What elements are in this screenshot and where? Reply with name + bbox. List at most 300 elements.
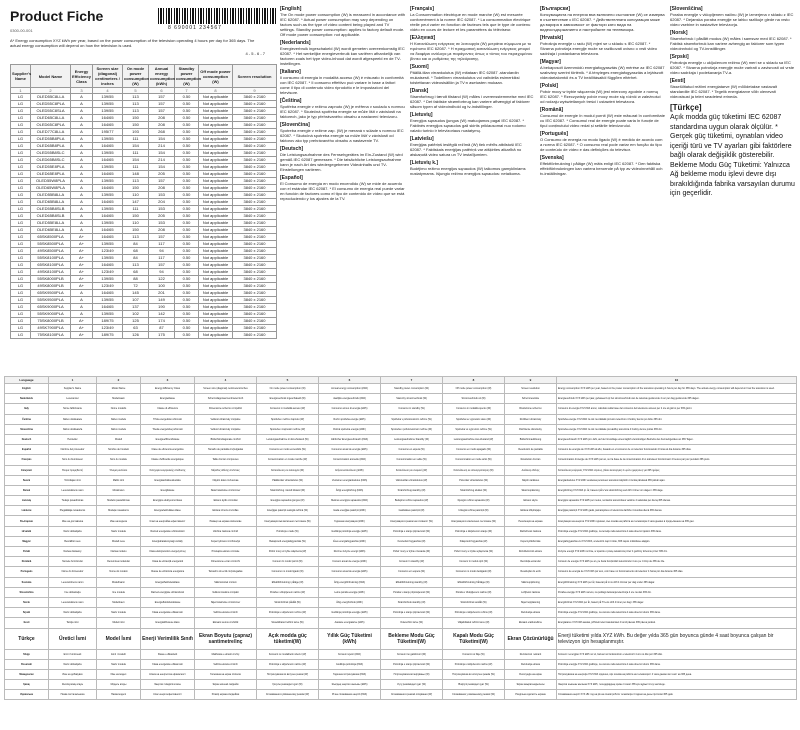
table-cell: Energiklasse bbox=[141, 485, 195, 495]
language-text: Il consumo di energia in modalità acceso (W) è misurato in conformità con IEC 62087. * Il consumo effettivo può variare in base a fattori come il tipo di contenuto video riprodotto e le impostazioni del televisore. bbox=[280, 75, 404, 95]
table-cell: Nom du fournisseur bbox=[49, 455, 97, 465]
table-cell: Nombre del proveedor bbox=[49, 445, 97, 455]
language-block bbox=[540, 155, 665, 176]
table-cell: Роздільна здатність екрана bbox=[505, 690, 557, 700]
table-cell: Letna poraba energije (kWh) bbox=[319, 587, 381, 597]
table-row bbox=[5, 669, 797, 679]
language-text: Die Leistungsaufnahme des Fernsehgerätes im Ein-Zustand (W) wird gemäß IEC 62087 gemessen. * Die tatsächliche Leistungsaufnahme kann je nach Art des wiedergegebenen Videoinhalts und TV-Einstellungen variieren. bbox=[280, 152, 403, 172]
table-cell: 139/55 bbox=[93, 101, 123, 108]
table-cell: LG bbox=[11, 276, 31, 283]
language-block bbox=[540, 107, 665, 128]
table-cell: 111 bbox=[123, 150, 149, 157]
multilingual-header-cell: 4 bbox=[195, 377, 257, 384]
table-cell: 0.50 bbox=[175, 185, 199, 192]
table-cell: 164/65 bbox=[93, 185, 123, 192]
language-block bbox=[410, 88, 535, 109]
table-cell: Not applicable bbox=[199, 122, 233, 129]
table-cell: Készenléti fogyasztás (W) bbox=[381, 536, 443, 546]
table-cell: Modeļa nosaukums bbox=[97, 506, 141, 516]
table-row bbox=[11, 185, 277, 192]
table-cell: OLED65B8SLC bbox=[31, 157, 71, 164]
table-row bbox=[11, 318, 277, 325]
table-cell: Naziv modela bbox=[97, 526, 141, 536]
table-row bbox=[5, 659, 797, 669]
table-cell: 123/49 bbox=[93, 248, 123, 255]
table-cell: 150 bbox=[123, 227, 149, 234]
table-cell: LG bbox=[11, 129, 31, 136]
language-heading: [Polski] bbox=[540, 83, 559, 89]
fiche-column-number: 8 bbox=[199, 88, 233, 94]
language-name: Nederlands bbox=[5, 394, 49, 404]
table-cell: 113 bbox=[123, 101, 149, 108]
table-cell: Potrošnja u isključenom stanju (W) bbox=[443, 526, 505, 536]
energy-note: Konsumi i energjisë XYZ kWh në vit, bazuar në funksionimin e televizorit 4 orë në ditë për 365 ditë. bbox=[557, 649, 797, 659]
language-name: Hrvatski bbox=[5, 526, 49, 536]
table-cell: Not applicable bbox=[199, 94, 233, 101]
table-row bbox=[5, 434, 797, 444]
table-cell: Näytön tarkkuus bbox=[505, 475, 557, 485]
table-cell: 164/65 bbox=[93, 227, 123, 234]
table-cell: Nome fabbricante bbox=[49, 404, 97, 414]
fiche-column-header: Screen size (diagonal) centimeters / inches bbox=[93, 65, 123, 88]
table-cell: A bbox=[71, 304, 93, 311]
table-cell: A bbox=[71, 311, 93, 318]
table-cell: Nome do fornecedor bbox=[49, 567, 97, 577]
energy-note: Potrošnja energije XYZ kWh godišnje, na temelju rada televizora 4 sata dnevno tijekom 365 dana. bbox=[557, 526, 797, 536]
language-text: A bekapcsolt üzemmódú energiafogyasztás (W) mérése az IEC 62087 szabvány szerint történik. * A tényleges energiafogyasztás a lejátszott videotartalomtól és a TV beállításaitól függően eltérhet. bbox=[540, 65, 665, 80]
table-cell: 3840 x 2160 bbox=[233, 220, 277, 227]
language-name: Srpski bbox=[5, 608, 49, 618]
table-cell: 164/65 bbox=[93, 171, 123, 178]
table-cell: Gaidstāves patēriņš (W) bbox=[381, 506, 443, 516]
table-cell: Not applicable bbox=[199, 332, 233, 339]
table-cell: Naziv dobavljača bbox=[49, 526, 97, 536]
table-cell: Not applicable bbox=[199, 192, 233, 199]
table-cell: OLED55B8PLA bbox=[31, 136, 71, 143]
table-cell: Clasa de eficiență energetică bbox=[141, 557, 195, 567]
table-row bbox=[11, 115, 277, 122]
table-row bbox=[5, 547, 797, 557]
table-cell: Tamanho do ecrã cm/polegadas bbox=[195, 567, 257, 577]
table-cell: Stroomverbruik uit (W) bbox=[443, 394, 505, 404]
table-row bbox=[5, 445, 797, 455]
energy-note: Poraba energije XYZ kWh na leto, na podlagi delovanja televizorja 4 ure na dan 365 dni. bbox=[557, 587, 797, 597]
language-text: Potrošnja energije u radu (W) mjeri se u skladu s IEC 62087. * Stvarna potrošnja energije može se razlikovati ovisno o vrsti video sadržaja i postavkama televizora. bbox=[540, 41, 657, 56]
fiche-table bbox=[10, 64, 277, 339]
language-block bbox=[540, 59, 665, 80]
table-cell: 154 bbox=[123, 157, 149, 164]
table-cell: Споживання в режимі очікування (W) bbox=[381, 690, 443, 700]
language-heading: [Português] bbox=[540, 131, 569, 137]
language-text: Sisselülitatud režiimi energiatarve (W) mõõdetakse vastavalt standardile IEC 62087. * Tegelik energiatarve võib olenevalt videosisust ja teleri seadetest erineda. bbox=[670, 84, 777, 99]
table-cell: 0.50 bbox=[175, 129, 199, 136]
table-cell: 0.50 bbox=[175, 311, 199, 318]
table-cell: Razred energijske učinkovitosti bbox=[141, 587, 195, 597]
table-row bbox=[11, 283, 277, 290]
table-cell: 3840 x 2160 bbox=[233, 248, 277, 255]
table-cell: 3840 x 2160 bbox=[233, 227, 277, 234]
table-cell: Nazwa dostawcy bbox=[49, 547, 97, 557]
table-cell: LG bbox=[11, 269, 31, 276]
table-cell: Képernyőméret cm/hüvelyk bbox=[195, 536, 257, 546]
table-cell: LG bbox=[11, 290, 31, 297]
table-cell: 3840 x 2160 bbox=[233, 178, 277, 185]
language-name: Română bbox=[5, 557, 49, 567]
table-cell: 3840 x 2160 bbox=[233, 283, 277, 290]
table-cell: Ekraani suurus cm/tollid bbox=[195, 618, 257, 628]
language-block bbox=[410, 35, 535, 61]
table-cell: Modelnavn bbox=[97, 485, 141, 495]
table-cell: Leistungsaufnahme im Ein-Zustand (W) bbox=[257, 434, 319, 444]
table-cell: 157 bbox=[149, 101, 175, 108]
table-cell: Hersteller bbox=[49, 434, 97, 444]
table-cell: 100 bbox=[149, 283, 175, 290]
table-cell: 139/55 bbox=[93, 178, 123, 185]
table-cell: Consumo annuo di energia (kWh) bbox=[319, 404, 381, 414]
table-cell: Spotřeba v pohotovostním režimu (W) bbox=[381, 414, 443, 424]
table-cell: 3840 x 2160 bbox=[233, 304, 277, 311]
table-cell: 0.50 bbox=[175, 325, 199, 332]
language-name: Deutsch bbox=[5, 434, 49, 444]
table-cell: Beszállító neve bbox=[49, 536, 97, 546]
table-row bbox=[11, 262, 277, 269]
table-cell: Consumo en modo encendido (W) bbox=[257, 445, 319, 455]
table-row bbox=[11, 101, 277, 108]
table-cell: 123/49 bbox=[93, 283, 123, 290]
table-cell: Not applicable bbox=[199, 304, 233, 311]
table-cell: 164/65 bbox=[93, 304, 123, 311]
table-cell: 3840 x 2160 bbox=[233, 290, 277, 297]
table-cell: A bbox=[71, 206, 93, 213]
table-cell: 164/65 bbox=[93, 213, 123, 220]
table-cell: 126 bbox=[123, 332, 149, 339]
language-text: Poraba energije v vklopljenem načinu (W) je izmerjena v skladu z IEC 62087. * Dejanska poraba energije se lahko razlikuje glede na vrsto video vsebine in nastavitve televizorja. bbox=[670, 12, 794, 27]
table-cell: 72 bbox=[123, 283, 149, 290]
table-cell: A+ bbox=[71, 255, 93, 262]
table-cell: Strømforbruk standby (W) bbox=[381, 597, 443, 607]
table-cell: Budėjimo režimo sąnaudos (W) bbox=[381, 496, 443, 506]
table-cell: Energieverbruik ingeschakeld (W) bbox=[257, 394, 319, 404]
table-cell: Üretici İsmi bbox=[49, 628, 97, 649]
language-heading: [Latviešu] bbox=[410, 136, 434, 142]
table-cell: 55SK8500PLA bbox=[31, 241, 71, 248]
energy-note: Consum de energie XYZ kWh pe an, pe baza funcționării televizorului 4 ore pe zi timp de 365 de zile. bbox=[557, 557, 797, 567]
table-cell: Консумация в режим на готовност (W) bbox=[381, 516, 443, 526]
table-cell: Sisselülitatud režiimi tarve (W) bbox=[257, 618, 319, 628]
table-cell: 75SK8000PLB bbox=[31, 318, 71, 325]
table-cell: Not applicable bbox=[199, 206, 233, 213]
table-cell: Not applicable bbox=[199, 171, 233, 178]
table-row bbox=[5, 404, 797, 414]
table-row bbox=[11, 220, 277, 227]
table-cell: 208 bbox=[149, 227, 175, 234]
language-heading: [Nederlands] bbox=[280, 40, 311, 46]
table-cell: 0.50 bbox=[175, 199, 199, 206]
table-cell: 3840 x 2160 bbox=[233, 122, 277, 129]
table-cell: Off mode power consumption (W) bbox=[443, 384, 505, 394]
table-cell: Not applicable bbox=[199, 115, 233, 122]
table-cell: Poraba v vklopljenem načinu (W) bbox=[257, 587, 319, 597]
language-name: Қазақ bbox=[5, 680, 49, 690]
multilingual-table bbox=[4, 376, 797, 700]
table-cell: On mode power consumption (W) bbox=[257, 384, 319, 394]
table-cell: Naziv modela bbox=[97, 659, 141, 669]
table-row bbox=[11, 304, 277, 311]
table-cell: Modellnavn bbox=[97, 597, 141, 607]
table-cell: 3840 x 2160 bbox=[233, 318, 277, 325]
energy-note: Potrošnja energije XYZ kWh godišnje, na osnovu rada televizora 4 sata dnevno tokom 365 dana. bbox=[557, 608, 797, 618]
table-cell: Årligt energiforbrug (kWh) bbox=[319, 485, 381, 495]
table-cell: LG bbox=[11, 304, 31, 311]
table-cell: Pobór mocy w trybie wyłączenia (W) bbox=[443, 547, 505, 557]
table-cell: 175 bbox=[149, 332, 175, 339]
table-cell: 139/55 bbox=[93, 192, 123, 199]
table-cell: OLED65E8PLA bbox=[31, 171, 71, 178]
language-text: Pobór mocy w trybie włączenia (W) jest mierzony zgodnie z normą IEC 62087. * Rzeczywisty pobór mocy może się różnić w zależności od rodzaju wyświetlanych treści i ustawień telewizora. bbox=[540, 89, 661, 104]
table-cell: LG bbox=[11, 136, 31, 143]
energy-note: Консумация на енергия XYZ kWh годишно, въз основа на работа на телевизора 4 часа дневно в продължение на 365 дни. bbox=[557, 516, 797, 526]
table-cell: Όνομα προμηθευτή bbox=[49, 465, 97, 475]
multilingual-header-row bbox=[5, 377, 797, 384]
language-heading: [Svenska] bbox=[540, 155, 564, 161]
table-cell: 3840 x 2160 bbox=[233, 297, 277, 304]
table-cell: OLED65W8PLA bbox=[31, 185, 71, 192]
language-heading: [Hrvatski] bbox=[540, 35, 564, 41]
table-row bbox=[11, 255, 277, 262]
table-cell: Ločljivost zaslona bbox=[505, 587, 557, 597]
table-cell: Клас на енергийна ефективност bbox=[141, 516, 195, 526]
table-cell: 113 bbox=[123, 178, 149, 185]
table-cell: Όνομα μοντέλου bbox=[97, 465, 141, 475]
table-cell: 0.50 bbox=[175, 297, 199, 304]
table-cell: 154 bbox=[123, 143, 149, 150]
table-cell: OLED65B8PLA bbox=[31, 143, 71, 150]
table-row bbox=[5, 597, 797, 607]
table-cell: LG bbox=[11, 206, 31, 213]
table-cell: LG bbox=[11, 220, 31, 227]
table-cell: 189/75 bbox=[93, 332, 123, 339]
table-cell: 208 bbox=[149, 115, 175, 122]
table-row bbox=[5, 618, 797, 628]
energy-note: Energiatarve XYZ kWh aastas, põhineb teleri kasutamisel 4 tundi päevas 365 päeva jooksul. bbox=[557, 618, 797, 628]
table-cell: Bildschirmauflösung bbox=[505, 434, 557, 444]
table-cell: Өшірулі режимдегі қуат (W) bbox=[443, 680, 505, 690]
table-cell: Dimensione schermo cm/pollici bbox=[195, 404, 257, 414]
table-cell: 102 bbox=[123, 311, 149, 318]
energy-note: Consommation d'énergie de XYZ kWh par an, sur la base de la consommation d'un téléviseur fonctionnant 4 heures par jour pendant 365 jours. bbox=[557, 455, 797, 465]
table-cell: Potrošnja u radu (W) bbox=[257, 526, 319, 536]
table-cell: A bbox=[71, 171, 93, 178]
table-cell: 164/65 bbox=[93, 234, 123, 241]
table-row bbox=[5, 394, 797, 404]
table-cell: 3840 x 2160 bbox=[233, 192, 277, 199]
table-cell: 3840 x 2160 bbox=[233, 164, 277, 171]
table-cell: 205 bbox=[149, 171, 175, 178]
table-cell: 0.50 bbox=[175, 255, 199, 262]
table-cell: Consommation en mode arrêt (W) bbox=[443, 455, 505, 465]
table-cell: Not applicable bbox=[199, 220, 233, 227]
table-row bbox=[5, 384, 797, 394]
fiche-table-body bbox=[11, 88, 277, 339]
table-cell: 68 bbox=[123, 248, 149, 255]
table-cell: Leverantörens namn bbox=[49, 577, 97, 587]
energy-note: Consumo di energia XYZ kWh annui, calcolato sulla base del consumo del televisore acceso per 4 ore al giorno per 365 giorni. bbox=[557, 404, 797, 414]
table-cell: Energy Efficiency Class bbox=[141, 384, 195, 394]
table-cell: Not applicable bbox=[199, 297, 233, 304]
table-row bbox=[11, 136, 277, 143]
table-cell: A+ bbox=[71, 269, 93, 276]
table-cell: 189/75 bbox=[93, 318, 123, 325]
table-cell: OLED65C8LLA bbox=[31, 115, 71, 122]
table-cell: 49SK7900PLA bbox=[31, 325, 71, 332]
language-heading: [Suomi] bbox=[410, 64, 429, 70]
language-heading: [Magyar] bbox=[540, 59, 561, 65]
table-cell: 208 bbox=[149, 185, 175, 192]
table-row bbox=[5, 516, 797, 526]
table-cell: 150 bbox=[123, 115, 149, 122]
table-row bbox=[11, 290, 277, 297]
fiche-column-number: 5 bbox=[123, 88, 149, 94]
table-cell: OLED77C8LLA bbox=[31, 129, 71, 136]
table-cell: 0.50 bbox=[175, 192, 199, 199]
table-cell: Veličina ekrana cm/inči bbox=[195, 608, 257, 618]
turkish-block bbox=[670, 103, 795, 199]
table-cell: Názov modelu bbox=[97, 424, 141, 434]
language-text: Effektförbrukning i påläge (W) mäts enligt IEC 62087. * Den faktiska effektförbrukningen kan variera beroende på typ av videoinnehåll och tv-inställningar. bbox=[540, 161, 663, 176]
table-row bbox=[5, 628, 797, 649]
language-text: Potrošnja energije u uključenom režimu (W) meri se u skladu sa IEC 62087. * Stvarna potrošnja energije može varirati u zavisnosti od vrste video sadržaja i podešavanja TV-a. bbox=[670, 60, 795, 75]
table-cell: 0.50 bbox=[175, 150, 199, 157]
language-name: Slovenčina bbox=[5, 424, 49, 434]
table-cell: 147 bbox=[123, 199, 149, 206]
table-row bbox=[5, 496, 797, 506]
table-cell: Potrošnja u uključenom režimu (W) bbox=[257, 608, 319, 618]
table-cell: Classe de eficiência energética bbox=[141, 567, 195, 577]
table-cell: Consumo in standby (W) bbox=[381, 404, 443, 414]
table-cell: 122 bbox=[149, 276, 175, 283]
table-cell: Mallin nimi bbox=[97, 475, 141, 485]
table-cell: Κατανάλωση σε απενεργοποίηση (W) bbox=[443, 465, 505, 475]
table-cell: Ekran Çözünürlüğü bbox=[505, 628, 557, 649]
table-cell: Consommation annuelle (kWh) bbox=[319, 455, 381, 465]
fiche-column-number: 1 bbox=[11, 88, 31, 94]
table-cell: LG bbox=[11, 213, 31, 220]
multilingual-table-section bbox=[4, 376, 796, 726]
table-cell: Strømforbruk påslått (W) bbox=[257, 597, 319, 607]
table-cell: A bbox=[71, 150, 93, 157]
table-cell: 0.50 bbox=[175, 220, 199, 227]
language-block bbox=[540, 131, 665, 152]
table-cell: OLED55C8LLA bbox=[31, 94, 71, 101]
table-cell: 3840 x 2160 bbox=[233, 171, 277, 178]
multilingual-header-cell: 10 bbox=[557, 377, 797, 384]
table-cell: 3840 x 2160 bbox=[233, 276, 277, 283]
table-cell: Päällä-tilan virrankulutus (W) bbox=[257, 475, 319, 485]
language-block bbox=[280, 175, 405, 201]
table-cell: LG bbox=[11, 311, 31, 318]
table-cell: Roční spotřeba energie (kWh) bbox=[319, 414, 381, 424]
energy-note: Κατανάλωση ενέργειας XYZ kWh ετησίως, βάσει λειτουργίας 4 ωρών ημερησίως για 365 ημέρες. bbox=[557, 465, 797, 475]
table-cell: Leverancier bbox=[49, 394, 97, 404]
table-cell: Piegādātāja nosaukums bbox=[49, 506, 97, 516]
language-block bbox=[280, 69, 405, 95]
turkish-text: Açık modda güç tüketimi IEC 62087 standardına uygun olarak ölçülür. * Gerçek güç tüketimi, oynatılan video içeriği türü ve TV ayarları gibi faktörlere bağlı olarak değişiklik gösterebilir. Bekleme Modu Güç Tüketimi: Yalnızca Ağ bekleme modu işlevi devre dışı bırakıldığında fabrika varsayılan durumu için geçerlidir. bbox=[670, 114, 795, 197]
energy-note: Enerģijas patēriņš XYZ kWh gadā, pamatojoties uz televizora darbību 4 stundas dienā 365 dienas. bbox=[557, 506, 797, 516]
table-cell: 153 bbox=[149, 220, 175, 227]
table-cell: Not applicable bbox=[199, 318, 233, 325]
barcode-number: 8 690001 234567 bbox=[168, 25, 222, 31]
table-cell: Ime dobavitelja bbox=[49, 587, 97, 597]
table-cell: Bildschirmdiagonale cm/Zoll bbox=[195, 434, 257, 444]
language-name: Bosanski bbox=[5, 659, 49, 669]
table-row bbox=[11, 241, 277, 248]
table-cell: 139/55 bbox=[93, 136, 123, 143]
language-block bbox=[410, 64, 535, 85]
table-cell: Éves energiafogyasztás (kWh) bbox=[319, 536, 381, 546]
energy-note: Energiafogyasztás évi XYZ kWh, a televízió napi 4 órás, 365 napos működése alapján. bbox=[557, 536, 797, 546]
table-cell: LG bbox=[11, 150, 31, 157]
multilingual-header-cell: 2 bbox=[97, 377, 141, 384]
table-cell: A+ bbox=[71, 318, 93, 325]
table-cell: Velikost obrazovky cm/palce bbox=[195, 414, 257, 424]
table-cell: Modell bbox=[97, 434, 141, 444]
table-cell: 0.50 bbox=[175, 136, 199, 143]
table-cell: Име на добавувач bbox=[49, 669, 97, 679]
table-cell: Naziv dobavljača bbox=[49, 659, 97, 669]
language-text: Консумацията на енергия във включено състояние (W) се измерва в съответствие с IEC 62087. * Действителната консумация може да варира в зависимост от фактори като вида на видеосъдържанието и настройките на телевизора. bbox=[540, 12, 665, 32]
table-cell: Energieffektivitetsklass bbox=[141, 577, 195, 587]
table-cell: Leistungsaufnahme Standby (W) bbox=[381, 434, 443, 444]
language-name: Slovenščina bbox=[5, 587, 49, 597]
table-cell: 195/77 bbox=[93, 129, 123, 136]
table-cell: Ekrāna izšķirtspēja bbox=[505, 506, 557, 516]
energy-note: Energieverbrauch XYZ kWh pro Jahr, auf der Grundlage eines täglich vierstündigen Betriebs des Fernsehgerätes an 365 Tagen. bbox=[557, 434, 797, 444]
language-text: Energijos sąnaudos įjungus (W) matuojamos pagal IEC 62087. * Faktinės energijos sąnaudos gali skirtis priklausomai nuo rodomo vaizdo turinio ir televizoriaus nustatymų. bbox=[410, 118, 526, 133]
table-cell: 3840 x 2160 bbox=[233, 143, 277, 150]
table-row bbox=[5, 680, 797, 690]
table-cell: Effektförbrukning i påläge (W) bbox=[257, 577, 319, 587]
table-cell: Roczne zużycie energii (kWh) bbox=[319, 547, 381, 557]
table-cell: Potrošnja u uključenom načinu (W) bbox=[257, 659, 319, 669]
energy-note: Энергия шығыны жылына XYZ kWh, теледидардың күніне 4 сағат 365 күн жұмыс істеуі негізінде. bbox=[557, 680, 797, 690]
table-cell: 75SK8100PLA bbox=[31, 332, 71, 339]
fiche-column-header: Standby power consumption (W) bbox=[176, 66, 202, 86]
table-cell: 3840 x 2160 bbox=[233, 325, 277, 332]
table-cell: LG bbox=[11, 171, 31, 178]
table-cell: 68 bbox=[123, 269, 149, 276]
table-cell: 63 bbox=[123, 325, 149, 332]
table-cell: A bbox=[71, 164, 93, 171]
table-cell: 139/55 bbox=[93, 276, 123, 283]
table-cell: Årlig energiforbruk (kWh) bbox=[319, 597, 381, 607]
table-cell: 139/55 bbox=[93, 255, 123, 262]
fiche-column-number: 3 bbox=[71, 88, 93, 94]
table-cell: 3840 x 2160 bbox=[233, 332, 277, 339]
table-cell: 0.50 bbox=[175, 213, 199, 220]
language-name: Svenska bbox=[5, 577, 49, 587]
table-cell: Godišnja potrošnja (kWh) bbox=[319, 659, 381, 669]
table-cell: LG bbox=[11, 255, 31, 262]
table-cell: Gada enerģijas patēriņš (kWh) bbox=[319, 506, 381, 516]
table-cell: LG bbox=[11, 262, 31, 269]
table-cell: 3840 x 2160 bbox=[233, 129, 277, 136]
table-cell: 0.50 bbox=[175, 101, 199, 108]
table-cell: A bbox=[71, 178, 93, 185]
table-cell: 0.50 bbox=[175, 269, 199, 276]
table-cell: A bbox=[71, 122, 93, 129]
table-cell: Metinės energijos sąnaudos (kWh) bbox=[319, 496, 381, 506]
table-row bbox=[11, 332, 277, 339]
